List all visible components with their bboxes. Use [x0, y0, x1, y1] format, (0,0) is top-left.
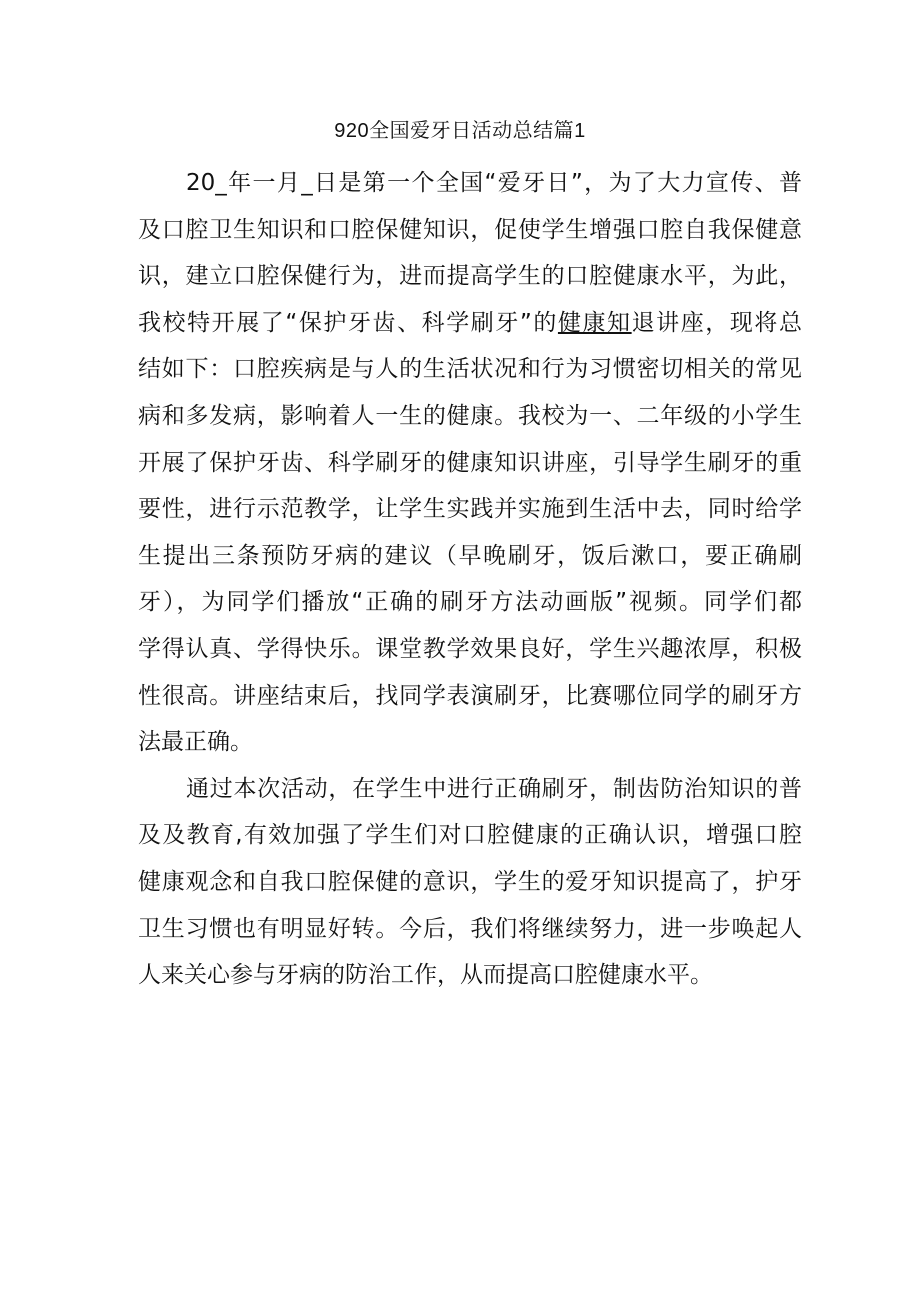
line-4-text-before: 我校特开展了“保护牙齿、科学刷牙”的 — [138, 309, 558, 336]
document-title: 920全国爱牙日活动总结篇1 — [334, 120, 586, 142]
paragraph-1-line-3: 识，建立口腔保健行为，进而提高学生的口腔健康水平，为此， — [138, 263, 802, 290]
paragraph-1 — [138, 160, 802, 766]
paragraph-1-line-10: 牙），为同学们播放“正确的刷牙方法动画版”视频。同学们都 — [138, 589, 802, 616]
paragraph-2-line-1: 通过本次活动，在学生中进行正确刷牙，制齿防治知识的普 — [186, 775, 802, 802]
paragraph-1-line-7: 开展了保护牙齿、科学刷牙的健康知识讲座，引导学生刷牙的重 — [138, 449, 802, 476]
paragraph-2-line-5: 人来关心参与牙病的防治工作，从而提高口腔健康水平。 — [138, 962, 713, 989]
paragraph-1-line-13: 法最正确。 — [138, 729, 253, 756]
paragraph-1-line-9: 生提出三条预防牙病的建议（早晚刷牙，饭后漱口，要正确刷 — [138, 542, 802, 569]
underlined-text: 健康知 — [557, 309, 632, 336]
paragraph-1-line-8: 要性，进行示范教学，让学生实践并实施到生活中去，同时给学 — [138, 496, 802, 523]
paragraph-1-line-5: 结如下：口腔疾病是与人的生活状况和行为习惯密切相关的常见 — [138, 356, 802, 383]
paragraph-1-line-2: 及口腔卫生知识和口腔保健知识，促使学生增强口腔自我保健意 — [138, 216, 802, 243]
paragraph-1-line-4 — [138, 300, 802, 347]
paragraph-1-line-11: 学得认真、学得快乐。课堂教学效果良好，学生兴趣浓厚，积极 — [138, 635, 802, 662]
paragraph-1-line-1: 20_年一月_日是第一个全国“爱牙日”，为了大力宣传、普 — [186, 170, 802, 196]
paragraph-2 — [138, 766, 802, 999]
paragraph-2-line-3: 健康观念和自我口腔保健的意识，学生的爱牙知识提高了，护牙 — [138, 868, 802, 895]
document-body — [138, 160, 802, 999]
paragraph-1-line-12: 性很高。讲座结束后，找同学表演刷牙，比赛哪位同学的刷牙方 — [138, 682, 802, 709]
paragraph-2-line-2: 及及教育,有效加强了学生们对口腔健康的正确认识，增强口腔 — [138, 822, 802, 849]
line-4-text-after: 退讲座，现将总 — [631, 309, 802, 336]
paragraph-1-line-6: 病和多发病，影响着人一生的健康。我校为一、二年级的小学生 — [138, 402, 802, 429]
paragraph-2-line-4: 卫生习惯也有明显好转。今后，我们将继续努力，进一步唤起人 — [138, 915, 802, 942]
